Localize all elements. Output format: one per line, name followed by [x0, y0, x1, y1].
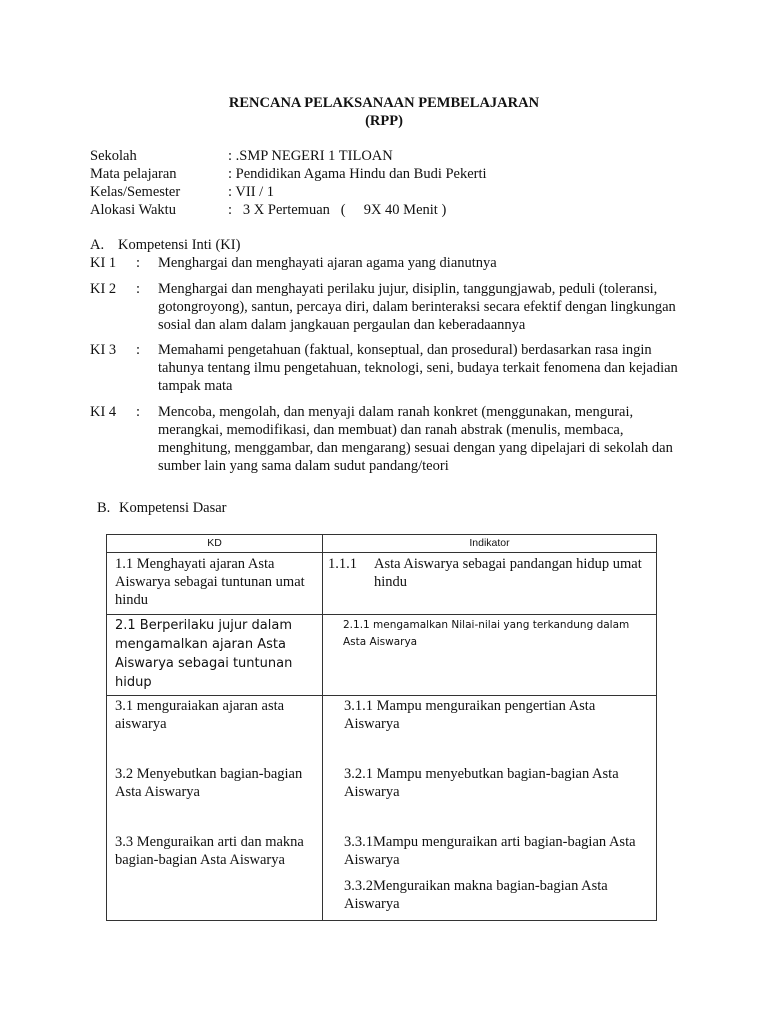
indikator-text: Asta Aiswarya sebagai pandangan hidup umat hindu [374, 556, 642, 590]
kd-text: 3.3 Menguraikan arti dan makna bagian-bagian Asta Aiswarya [115, 834, 304, 868]
ki-text: Menghargai dan menghayati ajaran agama yang dianutnya [158, 255, 497, 271]
ki-text: Mencoba, mengolah, dan menyaji dalam ranah konkret (menggunakan, mengurai, merangkai, memodifikasi, dan membuat) dan ranah abstrak (menulis, membaca, menghitung, menggambar, dan mengarang) sesuai dengan yang dipelajari di sekolah dan sumber lain yang sama dalam sudut pandang/teori [158, 404, 673, 474]
section-title: Kompetensi Dasar [119, 500, 227, 516]
header-kd: KD [107, 535, 323, 553]
identity-label: Kelas/Semester [90, 184, 181, 200]
section-mark: A. [90, 237, 105, 253]
identity-value: : .SMP NEGERI 1 TILOAN [228, 148, 393, 164]
indikator-text: 3.3.1Mampu menguraikan arti bagian-bagian Asta Aiswarya [344, 834, 636, 868]
kd-text: 1.1 Menghayati ajaran Asta Aiswarya sebagai tuntunan umat hindu [115, 556, 305, 608]
ki-colon: : [136, 281, 141, 297]
ki-code: KI 4 [90, 404, 117, 420]
indikator-text: 2.1.1 mengamalkan Nilai-nilai yang terkandung dalam Asta Aiswarya [343, 619, 630, 648]
kd-cell [107, 696, 323, 921]
identity-value: : Pendidikan Agama Hindu dan Budi Pekerti [228, 166, 487, 182]
ki-colon: : [136, 342, 141, 358]
document-title: RENCANA PELAKSANAAN PEMBELAJARAN [228, 95, 540, 111]
kd-text: 3.1 menguraiakan ajaran asta aiswarya [115, 698, 285, 732]
section-title: Kompetensi Inti (KI) [118, 237, 241, 253]
ki-code: KI 2 [90, 281, 117, 297]
identity-label: Mata pelajaran [90, 166, 177, 182]
ki-text: Memahami pengetahuan (faktual, konseptual, dan prosedural) berdasarkan rasa ingin tahunya tentang ilmu pengetahuan, teknologi, seni, budaya terkait fenomena dan kejadian tampak mata [158, 342, 678, 394]
indikator-cell [323, 615, 657, 696]
indikator-cell [323, 696, 657, 921]
kd-cell [107, 615, 323, 696]
identity-value: : VII / 1 [228, 184, 275, 200]
section-mark: B. [97, 500, 111, 516]
indikator-item [323, 553, 656, 591]
kd-cell [107, 553, 323, 615]
ki-colon: : [136, 255, 141, 271]
ki-code: KI 3 [90, 342, 117, 358]
ki-colon: : [136, 404, 141, 420]
ki-code: KI 1 [90, 255, 117, 271]
kd-table [106, 534, 657, 921]
indikator-text: 3.2.1 Mampu menyebutkan bagian-bagian Asta Aiswarya [344, 766, 619, 800]
kd-text: 2.1 Berperilaku jujur dalam mengamalkan ajaran Asta Aiswarya sebagai tuntunan hidup [115, 618, 293, 690]
identity-label: Sekolah [90, 148, 137, 164]
table-row [107, 553, 657, 615]
identity-label: Alokasi Waktu [90, 202, 176, 218]
section-a-heading [90, 236, 240, 254]
kd-text: 3.2 Menyebutkan bagian-bagian Asta Aiswarya [115, 766, 303, 800]
table-row [107, 696, 657, 921]
table-row [107, 615, 657, 696]
indikator-number: 1.1.1 [328, 556, 357, 572]
indikator-cell [323, 553, 657, 615]
identity-value: : 3 X Pertemuan ( 9X 40 Menit ) [228, 202, 447, 218]
header-indikator: Indikator [323, 535, 657, 553]
table-header-row [107, 535, 657, 553]
indikator-text: 3.1.1 Mampu menguraikan pengertian Asta Aiswarya [344, 698, 596, 732]
ki-text: Menghargai dan menghayati perilaku jujur, disiplin, tanggungjawab, peduli (toleransi, gotongroyong), santun, percaya diri, dalam berinteraksi secara efektif dengan lingkungan sosial dan alam dalam jangkauan pergaulan dan keberadaannya [158, 281, 676, 333]
indikator-text: 3.3.2Menguraikan makna bagian-bagian Asta Aiswarya [344, 878, 608, 912]
section-b-heading [97, 499, 227, 517]
document-subtitle: (RPP) [365, 113, 403, 129]
